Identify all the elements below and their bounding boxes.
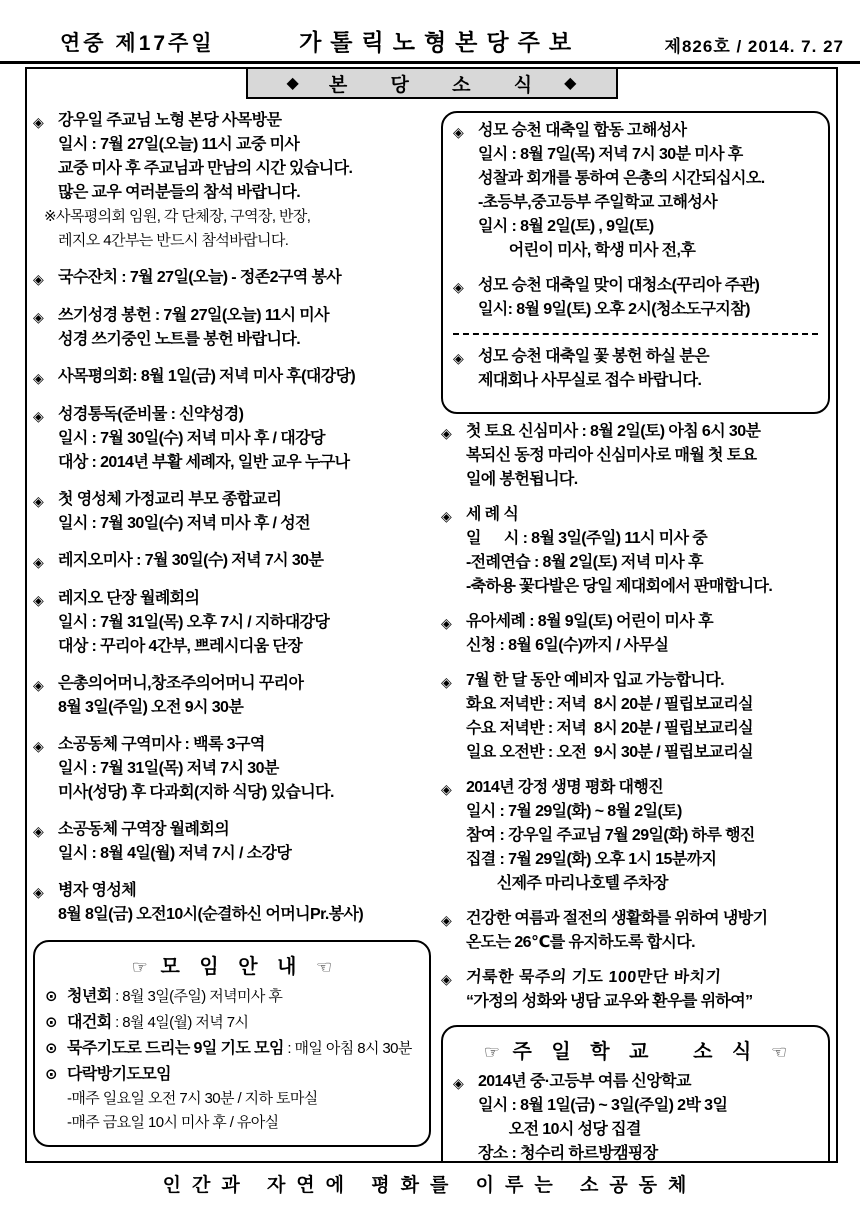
meeting-item-line <box>67 1037 419 1061</box>
bulletin-item <box>441 669 830 765</box>
item-body <box>58 365 431 390</box>
item-title: 쓰기성경 봉헌 : 7월 27일(오늘) 11시 미사 <box>58 307 329 324</box>
bulletin-item <box>33 266 431 291</box>
meeting-item-label: 대건회 <box>67 1014 112 1031</box>
item-line: 8월 3일(주일) 오전 9시 30분 <box>58 699 244 716</box>
bulletin-item <box>33 733 431 805</box>
item-line: 온도는 26℃를 유지하도록 합시다. <box>465 934 695 951</box>
item-line: 화요 저녁반 : 저녁 8시 20분 / 필립보교리실 <box>465 696 754 713</box>
bulletin-item <box>33 304 431 352</box>
item-title: 사목평의회: 8월 1일(금) 저녁 미사 후(대강당) <box>58 368 356 385</box>
item-body <box>58 304 431 352</box>
meeting-item-label: 다락방기도모임 <box>67 1066 171 1083</box>
item-line: 대상 : 꾸리아 4간부, 쁘레시디움 단장 <box>58 638 303 655</box>
hand-pointing-left-icon: ☜ <box>316 957 333 977</box>
item-title: 병자 영성체 <box>58 882 137 899</box>
item-line: 일시 : 8월 1일(금) ~ 3일(주일) 2박 3일 <box>477 1097 728 1114</box>
diamond-bullet-icon: ◈ <box>33 493 44 509</box>
diamond-icon: ◆ <box>286 75 299 92</box>
item-body <box>466 420 830 492</box>
hand-pointing-right-icon: ☞ <box>131 957 148 977</box>
item-body <box>466 503 830 599</box>
item-title: 첫 영성체 가정교리 부모 종합교리 <box>58 491 282 508</box>
item-title: 첫 토요 신심미사 : 8월 2일(토) 아침 6시 30분 <box>465 423 761 440</box>
diamond-bullet-icon: ◈ <box>440 615 452 631</box>
meeting-info-box <box>33 940 431 1147</box>
item-body <box>58 733 431 805</box>
right-column <box>441 109 830 1163</box>
header <box>0 0 860 64</box>
diamond-bullet-icon: ◈ <box>33 554 44 570</box>
bulletin-item <box>441 966 830 1014</box>
bulletin-item <box>33 488 431 536</box>
item-body <box>58 549 431 574</box>
item-line: 일시 : 7월 31일(목) 저녁 7시 30분 <box>58 760 279 777</box>
bulletin-item <box>33 403 431 475</box>
item-line: 많은 교우 여러분들의 참석 바랍니다. <box>58 184 301 201</box>
item-line: 어린이 미사, 학생 미사 전,후 <box>477 242 696 259</box>
item-line: 일에 봉헌됩니다. <box>465 471 578 488</box>
item-line: 일시: 8월 9일(토) 오후 2시(청소도구지참) <box>477 301 750 318</box>
diamond-bullet-icon: ◈ <box>452 279 464 295</box>
right-items <box>441 420 830 1014</box>
bulletin-item <box>453 274 818 322</box>
diamond-bullet-icon: ◈ <box>33 884 44 900</box>
bulletin-item <box>441 907 830 955</box>
diamond-bullet-icon: ◈ <box>452 350 464 366</box>
item-title: 건강한 여름과 절전의 생활화를 위하여 냉방기 <box>465 910 768 927</box>
circle-bullet-icon: ⊙ <box>45 988 58 1005</box>
diamond-bullet-icon: ◈ <box>452 1075 464 1091</box>
item-body <box>478 119 818 263</box>
meeting-item-body <box>67 985 419 1009</box>
bulletin-item <box>33 549 431 574</box>
item-line: -초등부,중고등부 주일학교 고해성사 <box>477 194 718 211</box>
bulletin-item <box>33 587 431 659</box>
item-title: 소공동체 구역미사 : 백록 3구역 <box>58 736 265 753</box>
diamond-bullet-icon: ◈ <box>33 309 44 325</box>
box-title-label: 주 일 학 교 소 식 <box>500 1041 771 1063</box>
meeting-item-line <box>67 1011 419 1035</box>
bulletin-item <box>441 776 830 896</box>
diamond-bullet-icon: ◈ <box>33 823 44 839</box>
item-line: -전례연습 : 8월 2일(토) 저녁 미사 후 <box>465 554 703 571</box>
meeting-item-label: 묵주기도로 드리는 9일 기도 모임 <box>67 1040 284 1057</box>
header-issue-date: 제826호 / 2014. 7. 27 <box>664 37 844 56</box>
item-line: 교중 미사 후 주교님과 만남의 시간 있습니다. <box>58 160 353 177</box>
item-line: 수요 저녁반 : 저녁 8시 20분 / 필립보교리실 <box>465 720 754 737</box>
bulletin-item <box>33 109 431 253</box>
meeting-item-text: : 8월 4일(월) 저녁 7시 <box>111 1014 249 1031</box>
item-line: 일 시 : 8월 3일(주일) 11시 미사 중 <box>465 530 708 547</box>
bulletin-item <box>441 503 830 599</box>
item-line: 오전 10시 성당 집결 <box>477 1121 641 1138</box>
item-title: 유아세례 : 8월 9일(토) 어린이 미사 후 <box>465 613 713 630</box>
item-title: 레지오미사 : 7월 30일(수) 저녁 7시 30분 <box>58 552 324 569</box>
item-line: 신제주 마리나호텔 주차장 <box>465 875 668 892</box>
diamond-icon: ◆ <box>564 75 577 92</box>
item-line: 일시 : 7월 30일(수) 저녁 미사 후 / 대강당 <box>58 430 325 447</box>
item-title: 성모 승천 대축일 꽃 봉헌 하실 분은 <box>477 348 710 365</box>
item-title: 2014년 강정 생명 평화 대행진 <box>465 779 664 796</box>
item-title: 성모 승천 대축일 합동 고해성사 <box>477 122 687 139</box>
meeting-item <box>45 1037 419 1061</box>
diamond-bullet-icon: ◈ <box>440 912 452 928</box>
hand-pointing-right-icon: ☞ <box>483 1042 500 1062</box>
item-line: 일시 : 8월 2일(토) , 9일(토) <box>477 218 654 235</box>
item-body <box>466 776 830 896</box>
bulletin-item <box>453 1070 818 1163</box>
meeting-item-subline: -매주 금요일 10시 미사 후 / 유아실 <box>67 1114 279 1131</box>
footer-motto: 인간과 자연에 평화를 이루는 소공동체 <box>162 1175 698 1196</box>
item-line: 대상 : 2014년 부활 세례자, 일반 교우 누구나 <box>58 454 350 471</box>
meeting-item-body <box>67 1011 419 1035</box>
left-column <box>33 109 431 1163</box>
item-title: 2014년 중·고등부 여름 신앙학교 <box>477 1073 691 1090</box>
item-body <box>58 488 431 536</box>
item-line: 레지오 4간부는 반드시 참석바랍니다. <box>58 232 289 249</box>
item-body <box>478 1070 818 1163</box>
item-line: 성경 쓰기중인 노트를 봉헌 바랍니다. <box>58 331 301 348</box>
bulletin-item <box>33 672 431 720</box>
item-body <box>478 345 818 393</box>
item-line: 일시 : 7월 29일(화) ~ 8월 2일(토) <box>465 803 682 820</box>
hand-pointing-left-icon: ☜ <box>770 1042 788 1062</box>
item-line: 복되신 동정 마리아 신심미사로 매월 첫 토요 <box>465 447 757 464</box>
item-body <box>58 672 431 720</box>
header-title: 가톨릭노형본당주보 <box>299 29 581 55</box>
item-line: -축하용 꽃다발은 당일 제대회에서 판매합니다. <box>465 578 773 595</box>
item-title: 강우일 주교님 노형 본당 사목방문 <box>58 112 282 129</box>
item-line: 8월 8일(금) 오전10시(순결하신 어머니Pr.봉사) <box>58 906 364 923</box>
item-line: 참여 : 강우일 주교님 7월 29일(화) 하루 행진 <box>465 827 755 844</box>
diamond-bullet-icon: ◈ <box>452 124 464 140</box>
meeting-item-text: : 매일 아침 8시 30분 <box>283 1040 412 1057</box>
meeting-item-subline: -매주 일요일 오전 7시 30분 / 지하 토마실 <box>67 1090 318 1107</box>
diamond-bullet-icon: ◈ <box>440 971 452 987</box>
item-body <box>466 610 830 658</box>
bulletin-item <box>453 119 818 263</box>
item-body <box>58 587 431 659</box>
item-body <box>466 907 830 955</box>
diamond-bullet-icon: ◈ <box>440 508 452 524</box>
item-body <box>44 109 431 253</box>
item-title: 레지오 단장 월례회의 <box>58 590 200 607</box>
box-title-meeting <box>45 950 419 979</box>
item-title: 소공동체 구역장 월례회의 <box>58 821 230 838</box>
item-body <box>58 879 431 927</box>
section-title-box <box>246 67 618 99</box>
diamond-bullet-icon: ◈ <box>33 677 44 693</box>
item-line: 집결 : 7월 29일(화) 오후 1시 15분까지 <box>465 851 717 868</box>
diamond-bullet-icon: ◈ <box>33 738 44 754</box>
columns <box>33 109 830 1163</box>
meeting-item-text: : 8월 3일(주일) 저녁미사 후 <box>111 988 283 1005</box>
dashed-divider <box>453 333 818 335</box>
diamond-bullet-icon: ◈ <box>33 370 44 386</box>
item-body <box>466 966 830 1014</box>
item-body <box>58 818 431 866</box>
item-line: 일시 : 8월 7일(목) 저녁 7시 30분 미사 후 <box>477 146 743 163</box>
diamond-bullet-icon: ◈ <box>440 781 452 797</box>
bulletin-item <box>441 420 830 492</box>
item-line: 신청 : 8월 6일(수)까지 / 사무실 <box>465 637 669 654</box>
item-title: 7월 한 달 동안 예비자 입교 가능합니다. <box>465 672 725 689</box>
bulletin-item <box>33 879 431 927</box>
meeting-item-body <box>67 1037 419 1061</box>
item-body <box>478 274 818 322</box>
box-title-school <box>453 1035 818 1064</box>
bulletin-item <box>33 365 431 390</box>
meeting-item-line <box>67 1063 419 1087</box>
meeting-item <box>45 1063 419 1135</box>
diamond-bullet-icon: ◈ <box>33 592 44 608</box>
item-body <box>58 266 431 291</box>
meeting-item <box>45 1011 419 1035</box>
item-body <box>466 669 830 765</box>
item-title: 세 례 식 <box>465 506 519 523</box>
item-line: 일시 : 7월 31일(목) 오후 7시 / 지하대강당 <box>58 614 330 631</box>
box-title-label: 모 임 안 내 <box>147 956 317 978</box>
meeting-item-label: 청년회 <box>67 988 112 1005</box>
item-title: 은총의어머니,창조주의어머니 꾸리아 <box>58 675 304 692</box>
meeting-item-body <box>67 1063 419 1135</box>
diamond-bullet-icon: ◈ <box>440 425 452 441</box>
item-title: 성경통독(준비물 : 신약성경) <box>58 406 244 423</box>
diamond-bullet-icon: ◈ <box>33 114 44 130</box>
item-line: 일시 : 7월 30일(수) 저녁 미사 후 / 성전 <box>58 515 310 532</box>
circle-bullet-icon: ⊙ <box>45 1014 58 1031</box>
section-title-label: 본 당 소 식 <box>328 74 535 96</box>
item-line: “가정의 성화와 냉담 교우와 환우를 위하여” <box>465 993 753 1010</box>
meeting-item <box>45 985 419 1009</box>
diamond-bullet-icon: ◈ <box>440 674 452 690</box>
item-title: 성모 승천 대축일 맞이 대청소(꾸리아 주관) <box>477 277 760 294</box>
header-week-label: 연중 제17주일 <box>60 32 215 55</box>
bulletin-body <box>25 67 838 1163</box>
item-line: 장소 : 청수리 하르방캠핑장 <box>477 1145 658 1162</box>
bulletin-item <box>441 610 830 658</box>
bulletin-item <box>453 345 818 393</box>
assumption-notice-box <box>441 111 830 414</box>
circle-bullet-icon: ⊙ <box>45 1040 58 1057</box>
diamond-bullet-icon: ◈ <box>33 271 44 287</box>
item-line: 성찰과 회개를 통하여 은총의 시간되십시오. <box>477 170 765 187</box>
circle-bullet-icon: ⊙ <box>45 1066 58 1083</box>
meeting-item-line <box>67 985 419 1009</box>
item-title: 거룩한 묵주의 기도 100만단 바치기 <box>465 969 722 986</box>
diamond-bullet-icon: ◈ <box>33 408 44 424</box>
item-title: 국수잔치 : 7월 27일(오늘) - 정존2구역 봉사 <box>58 269 342 286</box>
sunday-school-box <box>441 1025 830 1163</box>
item-line: ※사목평의회 임원, 각 단체장, 구역장, 반장, <box>44 208 311 225</box>
item-line: 일시 : 8월 4일(월) 저녁 7시 / 소강당 <box>58 845 292 862</box>
item-line: 제대회나 사무실로 접수 바랍니다. <box>477 372 702 389</box>
item-body <box>58 403 431 475</box>
item-line: 미사(성당) 후 다과회(지하 식당) 있습니다. <box>58 784 334 801</box>
item-line: 일요 오전반 : 오전 9시 30분 / 필립보교리실 <box>465 744 754 761</box>
bulletin-item <box>33 818 431 866</box>
item-line: 일시 : 7월 27일(오늘) 11시 교중 미사 <box>58 136 300 153</box>
